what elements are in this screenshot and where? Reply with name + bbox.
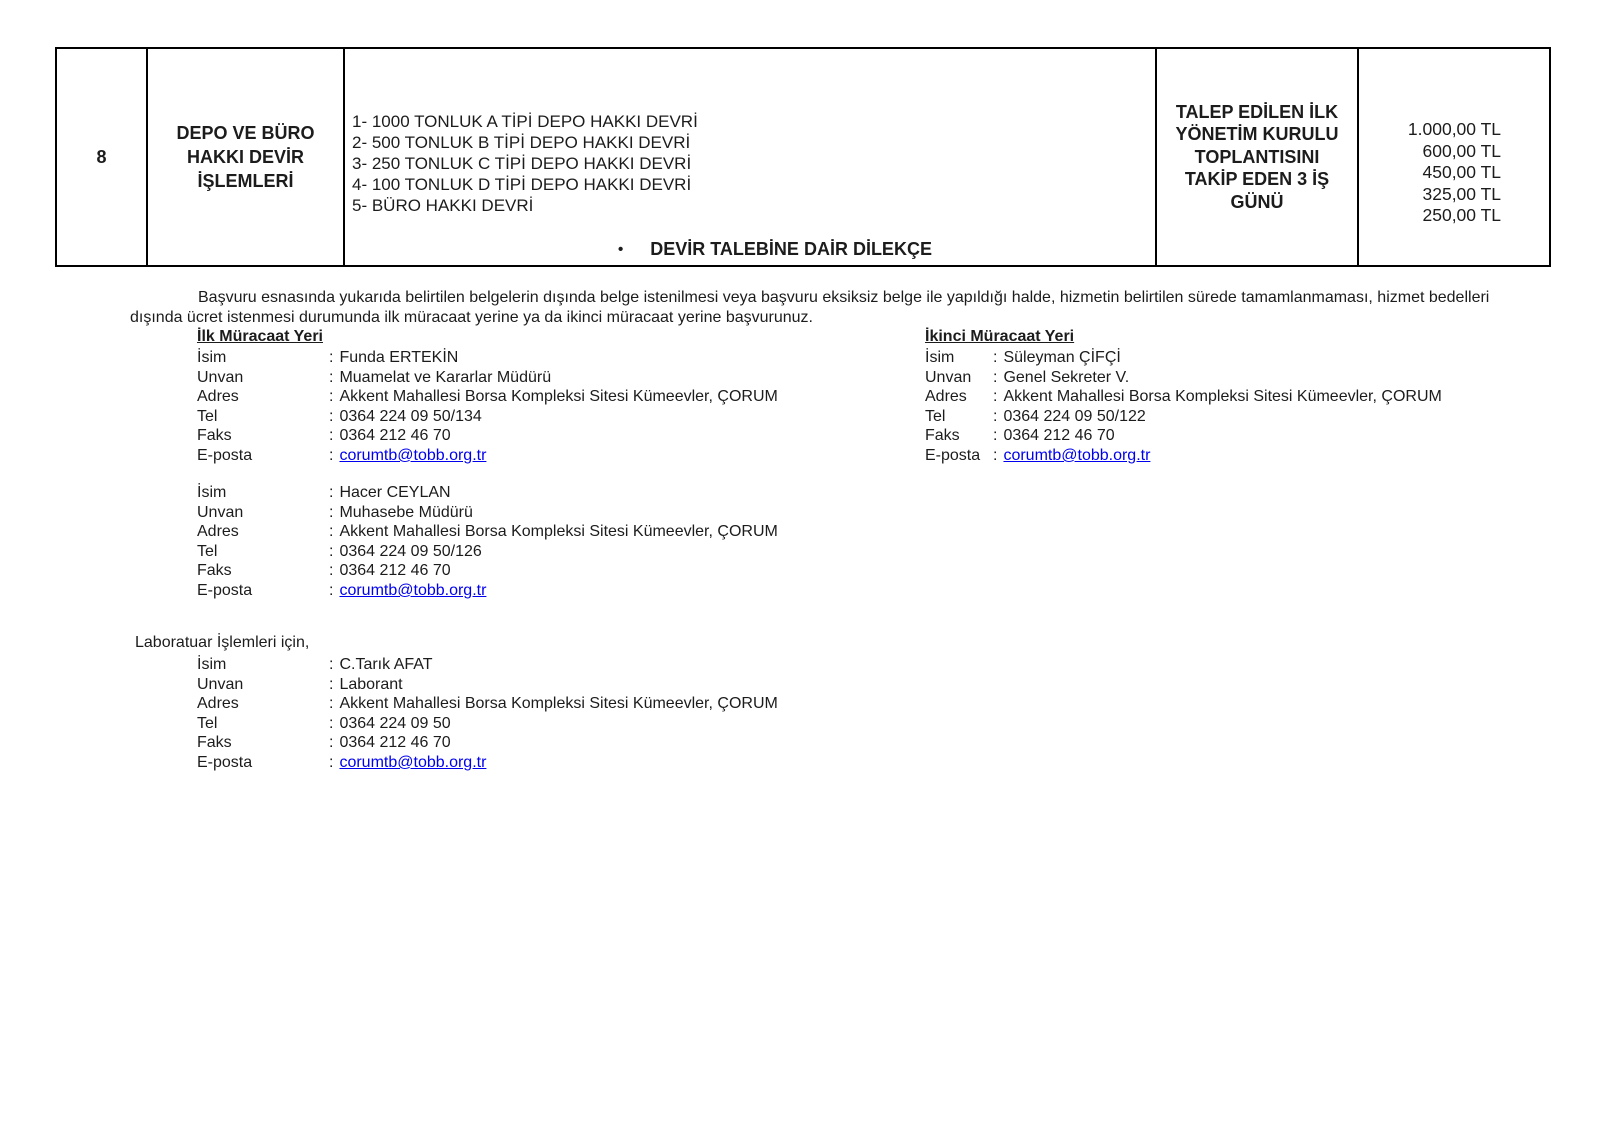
contact-row: E-posta : corumtb@tobb.org.tr [925, 446, 1151, 464]
contact-row: Unvan : Muamelat ve Kararlar Müdürü [197, 368, 552, 386]
contact-value: 0364 224 09 50/126 [339, 542, 482, 560]
completion-time-line: YÖNETİM KURULU [1175, 124, 1339, 145]
contact-value: Akkent Mahallesi Borsa Kompleksi Sitesi Kümeevler, ÇORUM [339, 695, 778, 713]
contact-label: Tel [197, 714, 218, 732]
contact-row: Unvan : Laborant [197, 675, 403, 693]
bullet-icon: • [618, 241, 624, 258]
contact-label: Faks [197, 734, 232, 752]
contact-value: Süleyman ÇİFÇİ [1003, 349, 1121, 366]
fee-line: 600,00 TL [1422, 140, 1501, 161]
contact-row: Faks : 0364 212 46 70 [197, 562, 451, 580]
service-name-cell [148, 49, 345, 265]
contact-row: Unvan : Muhasebe Müdürü [197, 503, 473, 521]
document-item: 1- 1000 TONLUK A TİPİ DEPO HAKKI DEVRİ [352, 112, 698, 131]
contact-row: Tel : 0364 224 09 50/134 [197, 407, 482, 425]
completion-time-line: TALEP EDİLEN İLK [1175, 101, 1339, 122]
contact-label: Adres [925, 388, 967, 406]
row-number: 8 [96, 146, 107, 167]
document-item: 2- 500 TONLUK B TİPİ DEPO HAKKI DEVRİ [352, 133, 691, 152]
service-name-line: İŞLEMLERİ [197, 171, 294, 191]
contact-label: Adres [197, 695, 239, 713]
contact-row: İsim : Funda ERTEKİN [197, 349, 459, 366]
document-item: 5- BÜRO HAKKI DEVRİ [352, 196, 534, 215]
completion-time-line: TOPLANTISINI [1194, 146, 1320, 167]
fee-line: 250,00 TL [1422, 205, 1501, 225]
email-link[interactable]: corumtb@tobb.org.tr [339, 446, 487, 464]
contact-value: Akkent Mahallesi Borsa Kompleksi Sitesi Kümeevler, ÇORUM [339, 388, 778, 406]
document-item: 4- 100 TONLUK D TİPİ DEPO HAKKI DEVRİ [352, 175, 692, 194]
contact-value: Laborant [339, 675, 403, 693]
contact-row: İsim : Hacer CEYLAN [197, 484, 451, 501]
email-link[interactable]: corumtb@tobb.org.tr [339, 753, 487, 771]
transfer-request-note [618, 239, 1155, 260]
contact-row: Faks : 0364 212 46 70 [925, 427, 1115, 445]
contact-row: Tel : 0364 224 09 50 [197, 714, 451, 732]
second-application-title: İkinci Müracaat Yeri [925, 328, 1075, 345]
completion-time-line: TAKİP EDEN 3 İŞ [1184, 169, 1330, 190]
first-application-alt-contact [197, 483, 778, 601]
contact-label: Adres [197, 523, 239, 541]
contact-label: Tel [197, 407, 218, 425]
contact-row: İsim : Süleyman ÇİFÇİ [925, 349, 1121, 366]
contact-value: Akkent Mahallesi Borsa Kompleksi Sitesi Kümeevler, ÇORUM [1003, 388, 1442, 406]
contact-row: E-posta : corumtb@tobb.org.tr [197, 581, 487, 599]
first-application-title: İlk Müracaat Yeri [197, 328, 323, 345]
email-link[interactable]: corumtb@tobb.org.tr [1003, 446, 1151, 464]
complaint-note-paragraph: Başvuru esnasında yukarıda belirtilen belgelerin dışında belge istenilmesi veya başvuru eksiksiz belge ile yapıldığı halde, hizmetin belirtilen sürede tamamlanmaması, hizmet bedelleri dışında ücret istenmesi durumunda ilk müracaat yerine ya da ikinci müracaat yerine başvurunuz. [130, 289, 1490, 326]
first-application-contact [197, 348, 778, 466]
contact-value: 0364 212 46 70 [339, 734, 451, 752]
laboratory-section-label: Laboratuar İşlemleri için, [135, 634, 310, 651]
contact-label: İsim [197, 484, 227, 501]
contact-value: 0364 212 46 70 [339, 562, 451, 580]
contact-value: 0364 212 46 70 [339, 427, 451, 445]
contact-label: İsim [197, 349, 227, 366]
laboratory-contact [197, 655, 778, 773]
contact-row: Faks : 0364 212 46 70 [197, 734, 451, 752]
contact-label: Faks [197, 427, 232, 445]
contact-row: E-posta : corumtb@tobb.org.tr [197, 753, 487, 771]
contact-row: E-posta : corumtb@tobb.org.tr [197, 446, 487, 464]
service-fee-cell [1359, 49, 1547, 265]
contact-value: C.Tarık AFAT [339, 656, 433, 673]
fee-line: 1.000,00 TL [1407, 119, 1501, 139]
contact-label: Faks [197, 562, 232, 580]
fee-line: 325,00 TL [1422, 183, 1501, 204]
contact-label: Unvan [197, 675, 244, 693]
contact-value: Muamelat ve Kararlar Müdürü [339, 368, 552, 386]
contact-row: Adres : Akkent Mahallesi Borsa Kompleksi Sitesi Kümeevler, ÇORUM [197, 388, 778, 406]
contact-row: İsim : C.Tarık AFAT [197, 656, 433, 673]
contact-label: İsim [197, 656, 227, 673]
contact-label: Tel [197, 542, 218, 560]
contact-row: Adres : Akkent Mahallesi Borsa Kompleksi Sitesi Kümeevler, ÇORUM [925, 388, 1442, 406]
contact-value: 0364 224 09 50 [339, 714, 451, 732]
contact-label: Faks [925, 427, 960, 445]
service-name-line: HAKKI DEVİR [186, 147, 304, 167]
contact-value: Funda ERTEKİN [339, 349, 459, 366]
contact-label: Unvan [197, 368, 244, 386]
contact-label: Tel [925, 407, 946, 425]
document-item: 3- 250 TONLUK C TİPİ DEPO HAKKI DEVRİ [352, 154, 692, 173]
completion-time-cell [1157, 49, 1359, 265]
contact-row: Adres : Akkent Mahallesi Borsa Kompleksi Sitesi Kümeevler, ÇORUM [197, 523, 778, 541]
contact-value: Hacer CEYLAN [339, 484, 451, 501]
email-link[interactable]: corumtb@tobb.org.tr [339, 581, 487, 599]
contact-row: Tel : 0364 224 09 50/122 [925, 407, 1146, 425]
contact-row: Unvan : Genel Sekreter V. [925, 368, 1130, 386]
completion-time-line: GÜNÜ [1230, 191, 1284, 212]
contact-label: E-posta [197, 446, 253, 464]
transfer-request-note-text: DEVİR TALEBİNE DAİR DİLEKÇE [650, 239, 932, 259]
contact-label: Adres [197, 388, 239, 406]
required-documents-cell [345, 49, 1157, 265]
contact-label: E-posta [197, 753, 253, 771]
contact-label: E-posta [197, 581, 253, 599]
contact-label: İsim [925, 349, 955, 366]
contact-row: Faks : 0364 212 46 70 [197, 427, 451, 445]
contact-value: 0364 224 09 50/134 [339, 407, 482, 425]
contact-value: 0364 212 46 70 [1003, 427, 1115, 445]
contact-row: Adres : Akkent Mahallesi Borsa Kompleksi Sitesi Kümeevler, ÇORUM [197, 695, 778, 713]
row-number-cell [57, 49, 148, 265]
second-application-contact [925, 348, 1442, 466]
service-standards-table-row [55, 47, 1551, 267]
contact-row: Tel : 0364 224 09 50/126 [197, 542, 482, 560]
contact-value: 0364 224 09 50/122 [1003, 407, 1146, 425]
contact-value: Genel Sekreter V. [1003, 368, 1130, 386]
service-name-line: DEPO VE BÜRO [176, 123, 315, 143]
contact-label: Unvan [925, 368, 972, 386]
fee-line: 450,00 TL [1422, 162, 1501, 182]
contact-label: Unvan [197, 503, 244, 521]
contact-value: Akkent Mahallesi Borsa Kompleksi Sitesi Kümeevler, ÇORUM [339, 523, 778, 541]
contact-label: E-posta [925, 446, 981, 464]
contact-value: Muhasebe Müdürü [339, 503, 473, 521]
